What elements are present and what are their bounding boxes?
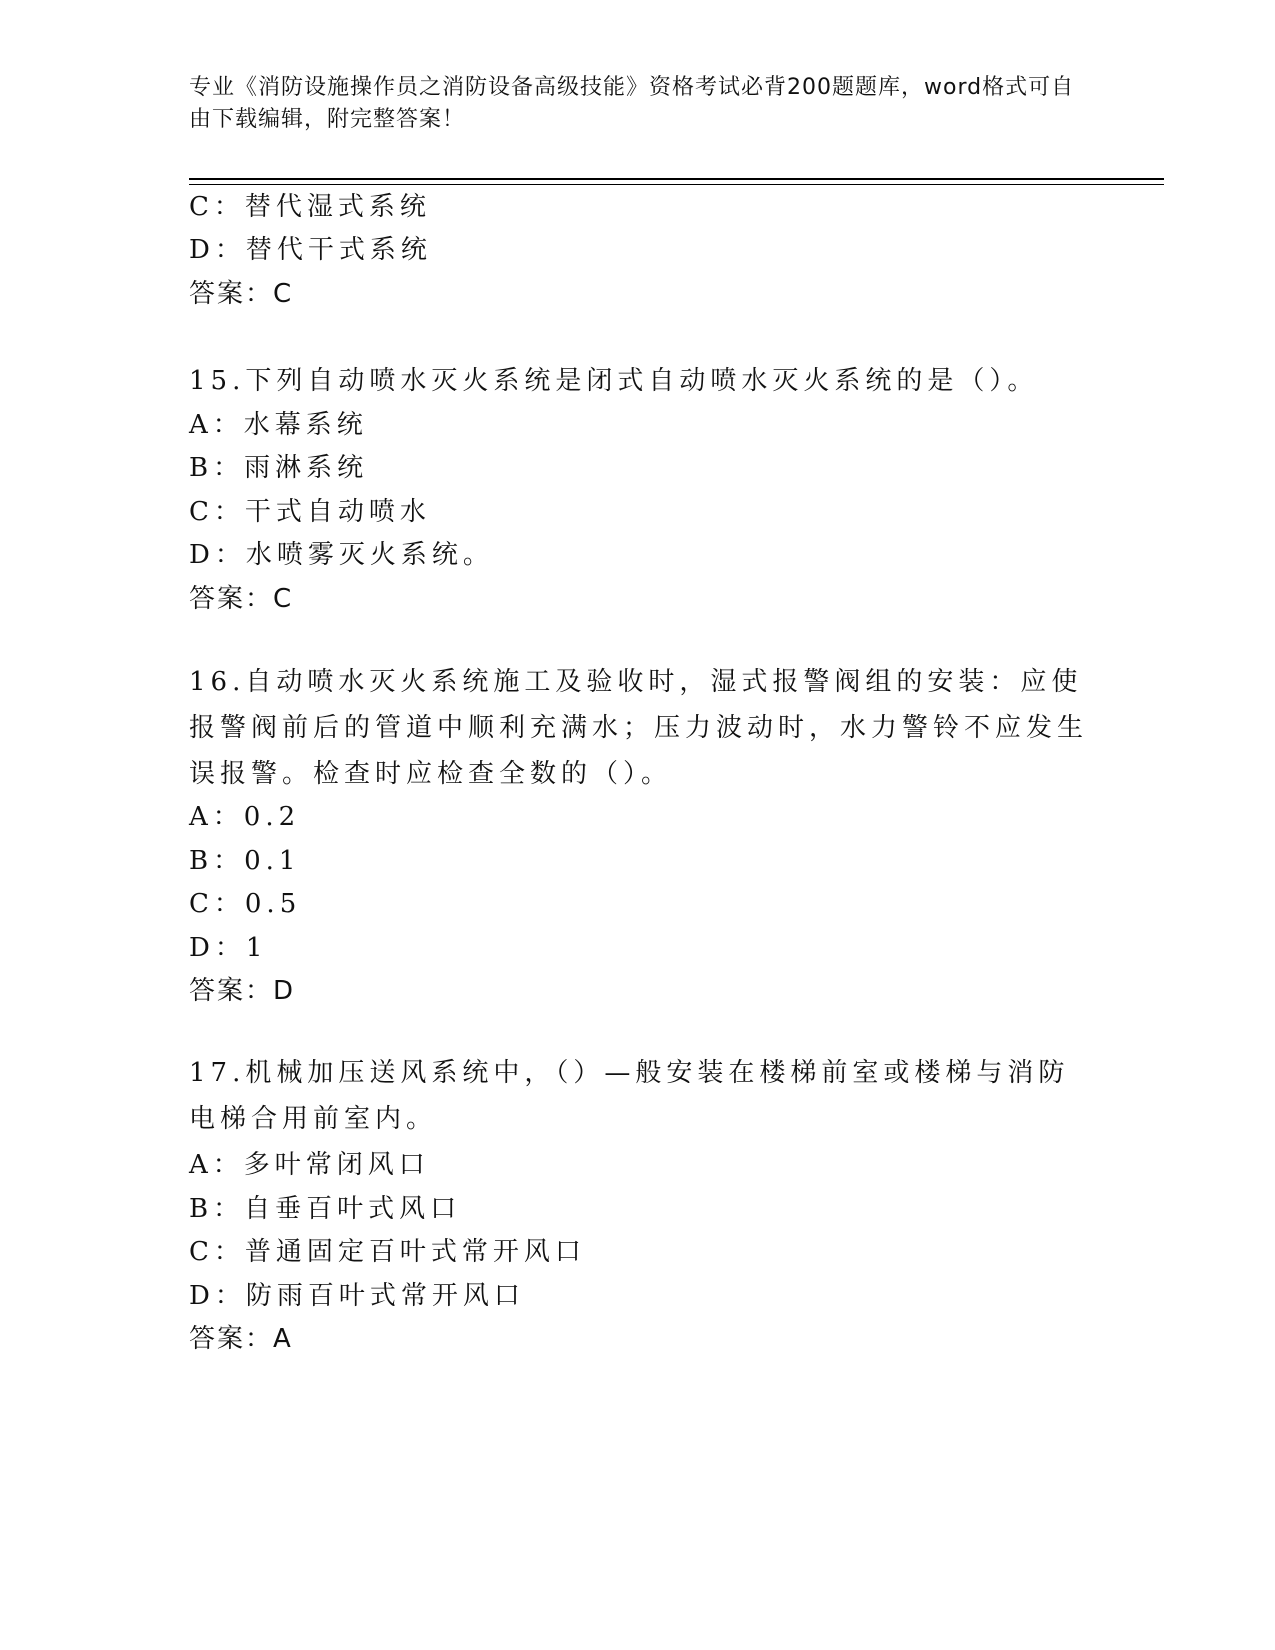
- q14-option-d: D：替代干式系统: [189, 235, 432, 265]
- q17-option-a: A：多叶常闭风口: [189, 1150, 430, 1180]
- q14-option-c: C：替代湿式系统: [189, 192, 431, 222]
- q15-option-b: B：雨淋系统: [189, 453, 369, 483]
- q17-option-c: C：普通固定百叶式常开风口: [189, 1237, 586, 1267]
- q17-question: 17.机械加压送风系统中，（）—般安装在楼梯前室或楼梯与消防电梯合用前室内。: [189, 1058, 1070, 1134]
- q16-answer: 答案：D: [189, 976, 296, 1006]
- q15-option-a: A：水幕系统: [189, 410, 368, 440]
- q16-question: 16.自动喷水灭火系统施工及验收时，湿式报警阀组的安装：应使报警阀前后的管道中顺利充满水；压力波动时，水力警铃不应发生误报警。检查时应检查全数的（）。: [189, 667, 1089, 789]
- q15-option-c: C：干式自动喷水: [189, 497, 431, 527]
- q17-option-d: D：防雨百叶式常开风口: [189, 1281, 525, 1311]
- q16-option-a: A：0.2: [189, 802, 301, 832]
- q17-answer: 答案：A: [189, 1324, 293, 1354]
- q16-option-d: D：1: [189, 933, 268, 963]
- header-rule-thin: [189, 184, 1164, 185]
- q16-option-c: C：0.5: [189, 889, 302, 919]
- q15-option-d: D：水喷雾灭火系统。: [189, 540, 494, 570]
- header-rule-thick: [189, 178, 1164, 180]
- q14-answer: 答案：C: [189, 279, 294, 309]
- q16-option-b: B：0.1: [189, 846, 301, 876]
- q17-option-b: B：自垂百叶式风口: [189, 1194, 462, 1224]
- q15-question: 15.下列自动喷水灭火系统是闭式自动喷水灭火系统的是（）。: [189, 366, 1039, 396]
- q15-answer: 答案：C: [189, 584, 294, 614]
- document-header: 专业《消防设施操作员之消防设备高级技能》资格考试必背200题题库，word格式可自由下载编辑，附完整答案！: [189, 75, 1075, 132]
